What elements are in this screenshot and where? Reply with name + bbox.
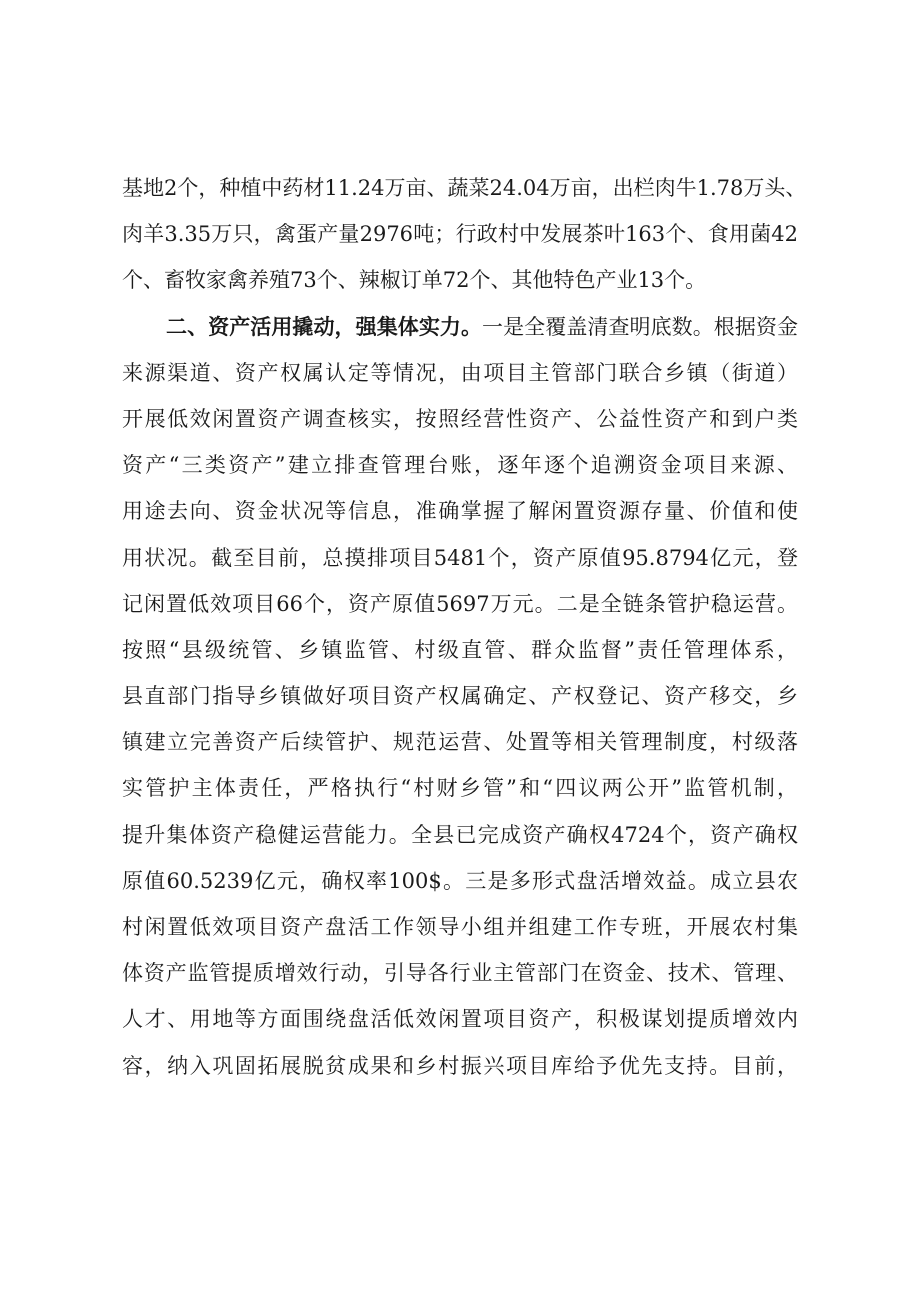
text-line: 人才、用地等方面围绕盘活低效闲置项目资产，积极谋划提质增效内 bbox=[122, 1007, 798, 1032]
text-line: 体资产监管提质增效行动，引导各行业主管部门在资金、技术、管理、 bbox=[122, 961, 798, 986]
text-line: 记闲置低效项目66个，资产原值5697万元。二是全链条管护稳运营。 bbox=[122, 591, 798, 616]
text-line: 实管护主体责任，严格执行“村财乡管”和“四议两公开”监管机制， bbox=[122, 776, 798, 801]
text-line: 用状况。截至目前，总摸排项目5481个，资产原值95.8794亿元，登 bbox=[122, 545, 798, 570]
text-line: 来源渠道、资产权属认定等情况，由项目主管部门联合乡镇（街道） bbox=[122, 360, 798, 385]
text-line: 用途去向、资金状况等信息，准确掌握了解闲置资源存量、价值和使 bbox=[122, 499, 798, 524]
paragraph-1 bbox=[122, 165, 807, 304]
text-line: 原值60.5239亿元，确权率100$。三是多形式盘活增效益。成立县农 bbox=[122, 868, 798, 893]
document-body bbox=[122, 165, 807, 1089]
text-line bbox=[122, 304, 798, 350]
text-line: 容，纳入巩固拓展脱贫成果和乡村振兴项目库给予优先支持。目前， bbox=[122, 1053, 798, 1078]
text-run: 一是全覆盖清查明底数。根据资金 bbox=[482, 314, 799, 339]
text-line: 提升集体资产稳健运营能力。全县已完成资产确权4724个，资产确权 bbox=[122, 822, 798, 847]
text-line: 按照“县级统管、乡镇监管、村级直管、群众监督”责任管理体系， bbox=[122, 637, 798, 662]
text-line: 县直部门指导乡镇做好项目资产权属确定、产权登记、资产移交，乡 bbox=[122, 684, 798, 709]
text-line: 基地2个，种植中药材11.24万亩、蔬菜24.04万亩，出栏肉牛1.78万头、 bbox=[122, 176, 807, 200]
text-line: 开展低效闲置资产调查核实，按照经营性资产、公益性资产和到户类 bbox=[122, 406, 798, 431]
paragraph-2 bbox=[122, 304, 798, 1089]
text-line: 镇建立完善资产后续管护、规范运营、处置等相关管理制度，村级落 bbox=[122, 730, 798, 755]
text-line: 个、畜牧家禽养殖73个、辣椒订单72个、其他特色产业13个。 bbox=[122, 268, 707, 293]
text-line: 资产“三类资产”建立排查管理台账，逐年逐个追溯资金项目来源、 bbox=[122, 453, 798, 478]
text-line: 肉羊3.35万只，禽蛋产量2976吨；行政村中发展茶叶163个、食用菌42 bbox=[122, 222, 798, 247]
section-heading: 二、资产活用撬动，强集体实力。 bbox=[166, 314, 483, 339]
text-line: 村闲置低效项目资产盘活工作领导小组并组建工作专班，开展农村集 bbox=[122, 915, 798, 939]
